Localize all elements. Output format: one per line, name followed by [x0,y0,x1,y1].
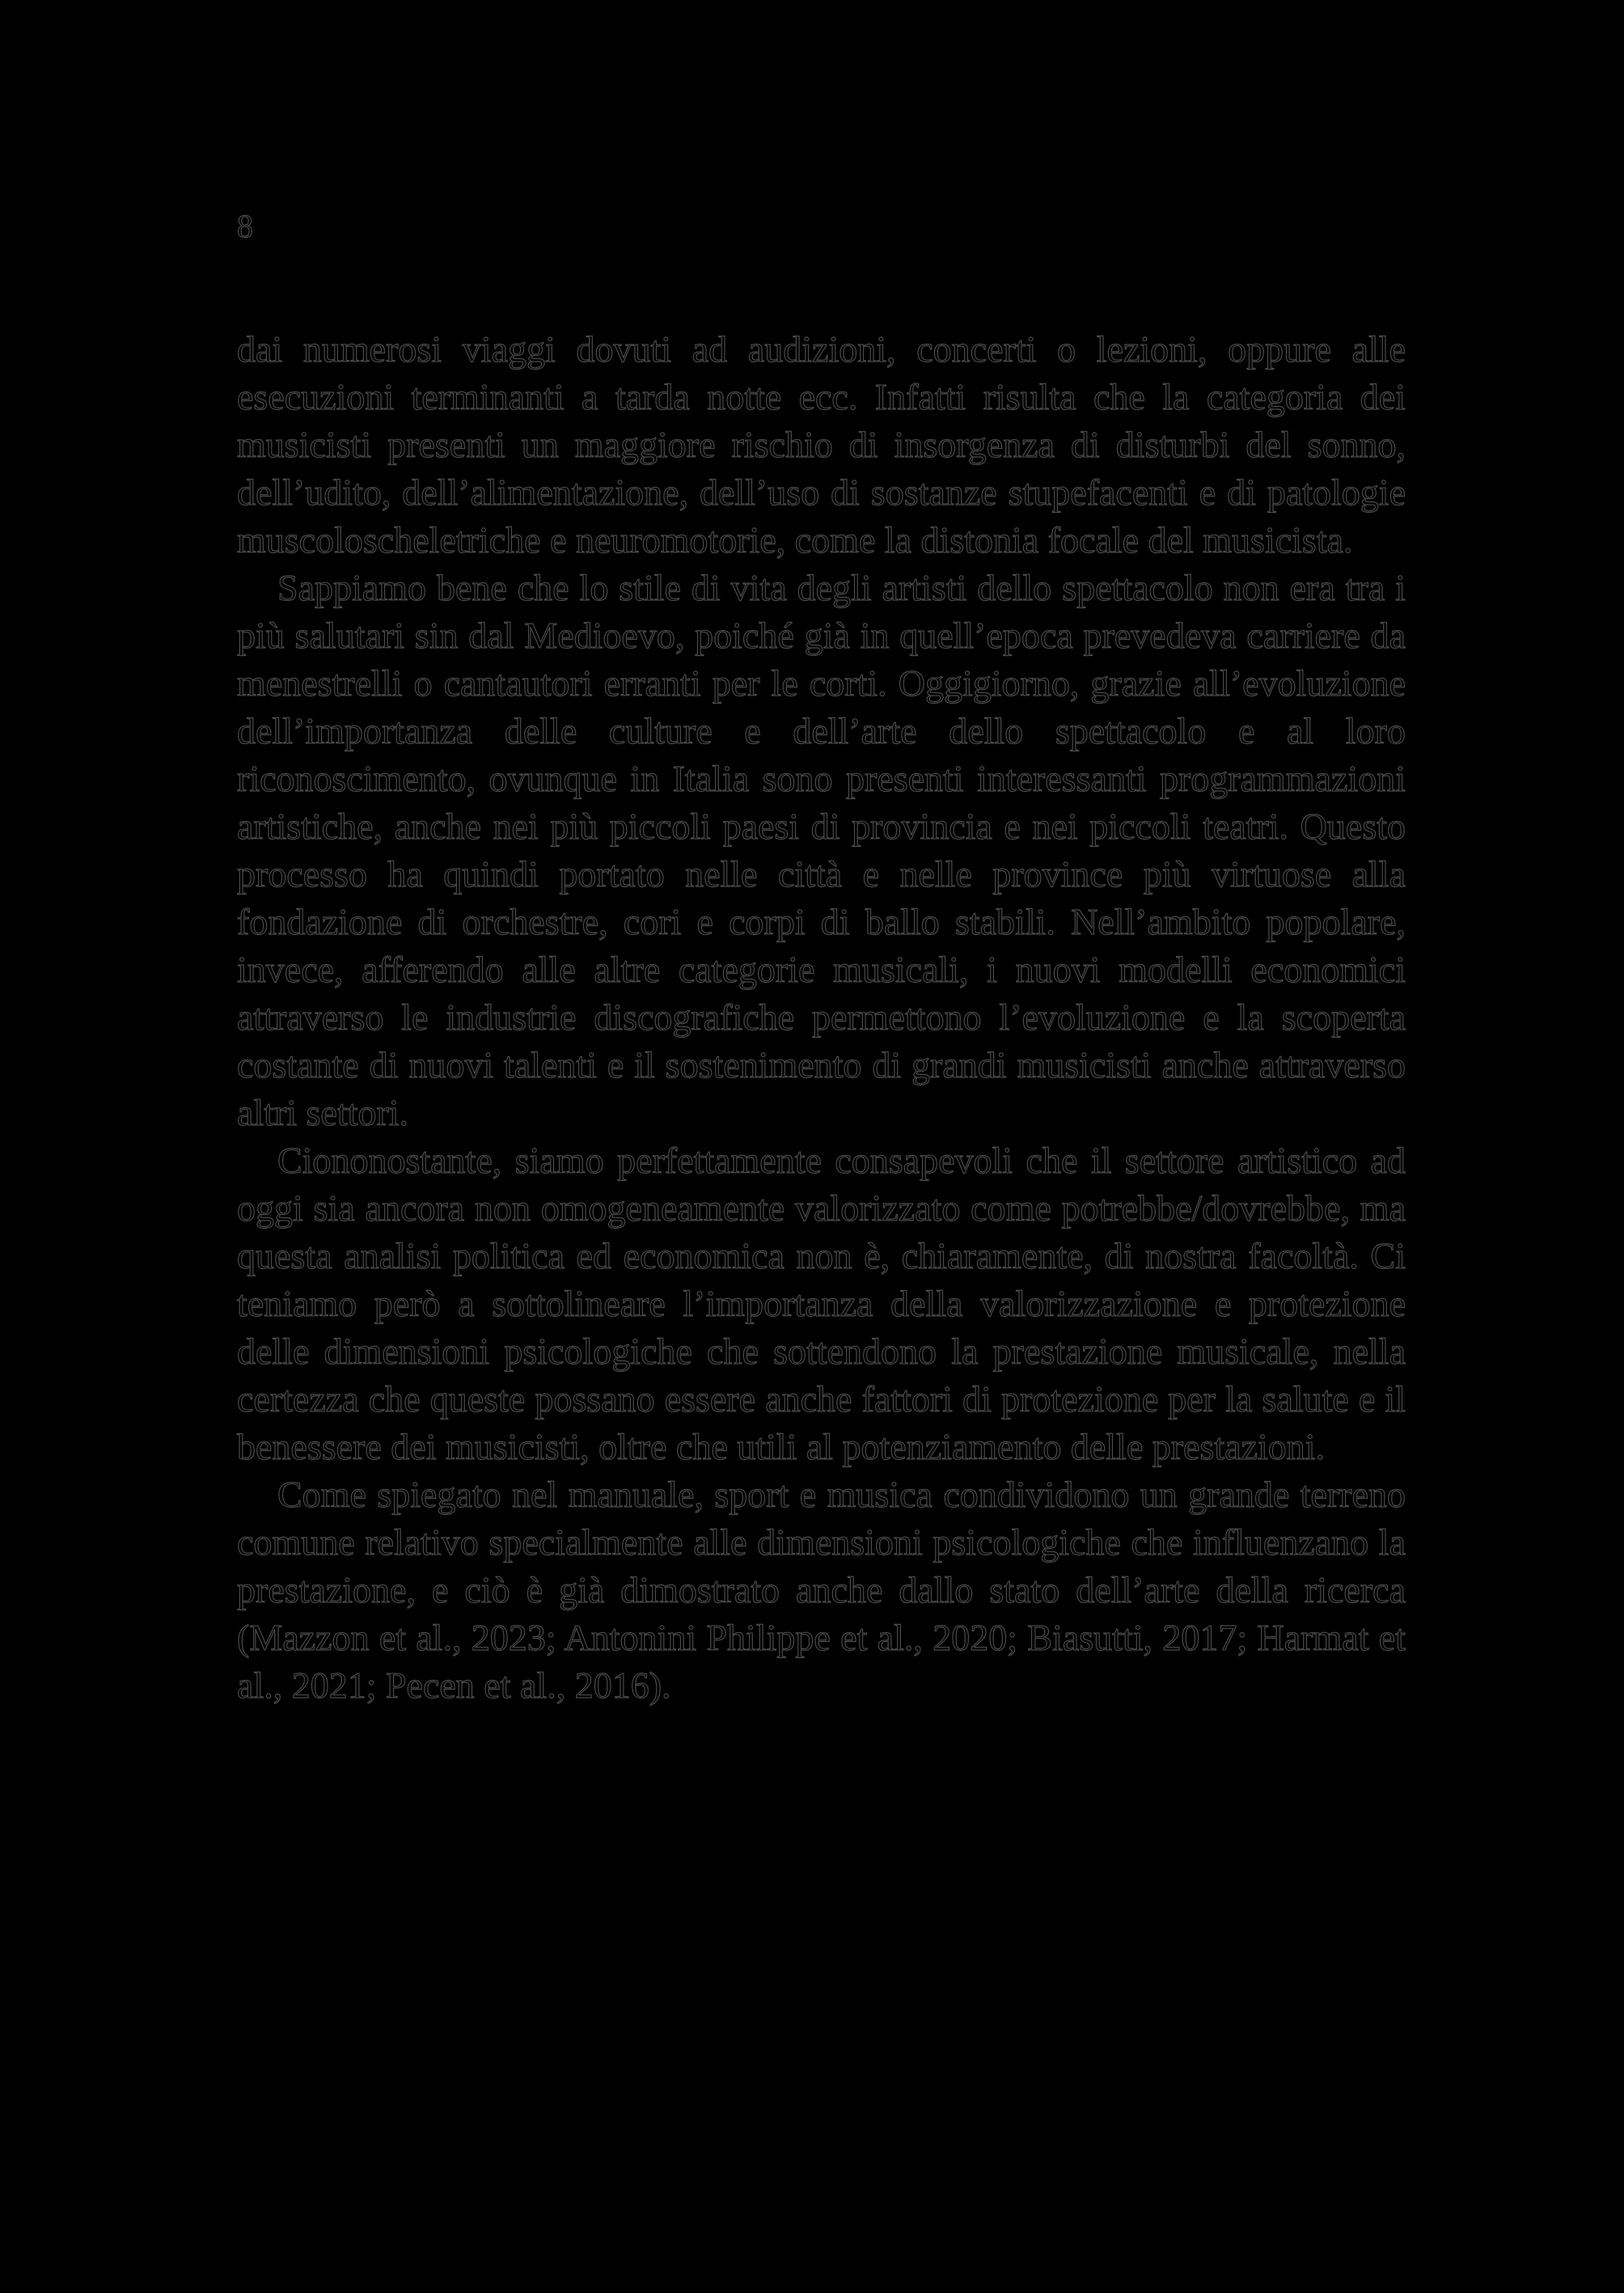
paragraph-3: Ciononostante, siamo perfettamente consapevoli che il settore artistico ad oggi sia ancora non omogeneamente valorizzato come potrebbe/dovrebbe, ma questa analisi politica ed economica non è, chiaramente, di nostra facoltà. Ci teniamo però a sottolineare l’importanza della valorizzazione e protezione delle dimensioni psicologiche che sottendono la prestazione musicale, nella certezza che queste possano essere anche fattori di protezione per la salute e il benessere dei musicisti, oltre che utili al potenziamento delle prestazioni. [237,1140,1406,1467]
page-number: 8 [237,208,253,244]
body-text [237,325,1406,1709]
paragraph-1: dai numerosi viaggi dovuti ad audizioni, concerti o lezioni, oppure alle esecuzioni terminanti a tarda notte ecc. Infatti risulta che la categoria dei musicisti presenti un maggiore rischio di insorgenza di disturbi del sonno, dell’udito, dell’alimentazione, dell’uso di sostanze stupefacenti e di patologie muscoloscheletriche e neuromotorie, come la distonia focale del musicista. [237,328,1406,561]
paragraph-2: Sappiamo bene che lo stile di vita degli artisti dello spettacolo non era tra i più salutari sin dal Medioevo, poiché già in quell’epoca prevedeva carriere da menestrelli o cantautori erranti per le corti. Oggigiorno, grazie all’evoluzione dell’importanza delle culture e dell’arte dello spettacolo e al loro riconoscimento, ovunque in Italia sono presenti interessanti programmazioni artistiche, anche nei più piccoli paesi di provincia e nei piccoli teatri. Questo processo ha quindi portato nelle città e nelle province più virtuose alla fondazione di orchestre, cori e corpi di ballo stabili. Nell’ambito popolare, invece, afferendo alle altre categorie musicali, i nuovi modelli economici attraverso le industrie discografiche permettono l’evoluzione e la scoperta costante di nuovi talenti e il sostenimento di grandi musicisti anche attraverso altri settori. [237,567,1406,1133]
paragraph-4: Come spiegato nel manuale, sport e musica condividono un grande terreno comune relativo specialmente alle dimensioni psicologiche che influenzano la prestazione, e ciò è già dimostrato anche dallo stato dell’arte della ricerca (Mazzon et al., 2023; Antonini Philippe et al., 2020; Biasutti, 2017; Harmat et al., 2021; Pecen et al., 2016). [237,1474,1406,1706]
